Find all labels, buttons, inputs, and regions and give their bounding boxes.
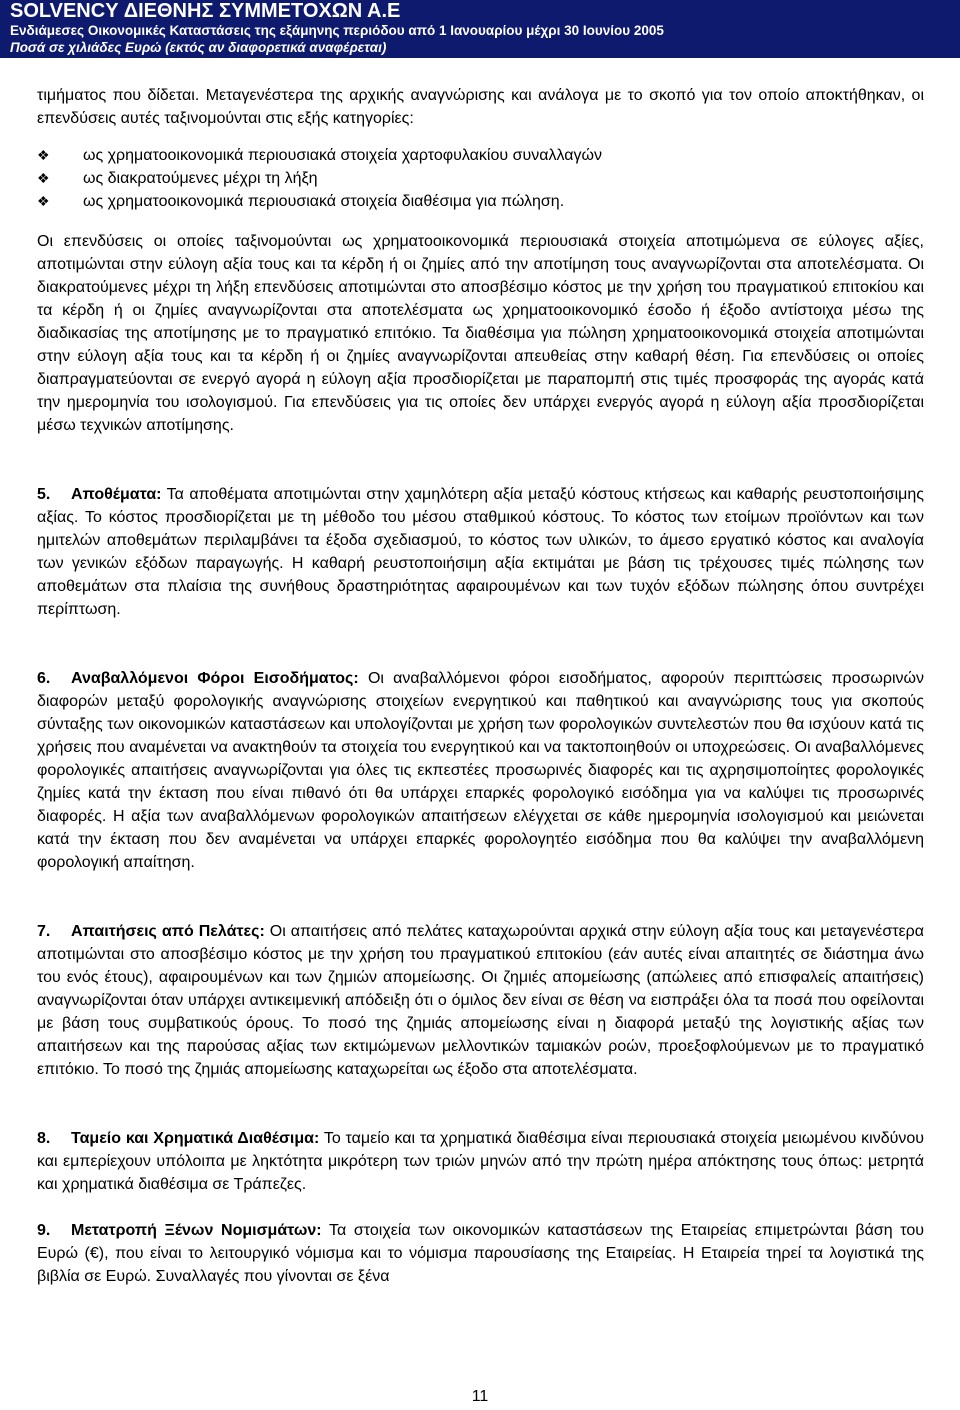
diamond-bullet-icon: ❖ (37, 193, 50, 209)
section-number: 7. (37, 923, 51, 940)
section-number: 9. (37, 1222, 51, 1239)
diamond-bullet-icon: ❖ (37, 147, 50, 163)
section-text: Τα αποθέματα αποτιμώνται στην χαμηλότερη αξία μεταξύ κόστους κτήσεως και καθαρής ρευστοποιήσιμης αξίας. Το κόστος προσδιορίζεται με τη μέθοδο του μέσου σταθμικού κόστους. Το κόστος των ετοίμων προϊόντων και των ημιτελών αποθεμάτων περιλαμβάνει τα έξοδα σχεδιασμού, το κόστος των υλικών, το άμεσο εργατικό κόστος και αναλογία των γενικών εξόδων παραγωγής. Η καθαρή ρευστοποιήσιμη αξία εκτιμάται με βάση τις τρέχουσες τιμές πώλησης των αποθεμάτων στα πλαίσια της συνήθους δραστηριότητας αφαιρουμένων και των τυχόν εξόδων πώλησης όπου συντρέχει περίπτωση. (37, 486, 924, 618)
document-body (37, 84, 924, 1288)
section-cash (37, 1127, 924, 1196)
section-number: 5. (37, 486, 51, 503)
section-title: Απαιτήσεις από Πελάτες: (71, 923, 265, 940)
section-title: Αναβαλλόμενοι Φόροι Εισοδήματος: (71, 670, 359, 687)
section-text: Το ταμείο και τα χρηματικά διαθέσιμα είναι περιουσιακά στοιχεία μειωμένου κινδύνου και εμπερίεχουν υπόλοιπα με ληκτότητα μικρότερη των τριών μηνών από την πρώτη ημέρα απόκτησης τους όπως: μετρητά και χρηματικά διαθέσιμα σε Τράπεζες. (37, 1130, 925, 1193)
section-title: Μετατροπή Ξένων Νομισμάτων: (71, 1222, 322, 1239)
section-foreign-currency (37, 1219, 924, 1288)
list-item (37, 190, 924, 213)
section-title: Ταμείο και Χρηματικά Διαθέσιμα: (71, 1130, 320, 1147)
category-list (37, 144, 924, 213)
section-text: Τα στοιχεία των οικονομικών καταστάσεων της Εταιρείας επιμετρώνται βάση του Ευρώ (€), που είναι το λειτουργικό νόμισμα και το νόμισμα παρουσίασης της Εταιρείας. Η Εταιρεία τηρεί τα λογιστικά της βιβλία σε Ευρώ. Συναλλαγές που γίνονται σε ξένα (37, 1222, 925, 1285)
list-item-text: ως χρηματοοικονομικά περιουσιακά στοιχεία διαθέσιμα για πώληση. (83, 193, 565, 210)
company-name: SOLVENCY ΔΙΕΘΝΗΣ ΣΥΜΜΕΤΟΧΩΝ Α.Ε (10, 0, 401, 22)
report-title: Ενδιάμεσες Οικονομικές Καταστάσεις της εξάμηνης περιόδου από 1 Ιανουαρίου μέχρι 30 Ιουνίου 2005 (10, 23, 664, 38)
section-deferred-taxes (37, 667, 924, 874)
section-title: Αποθέματα: (71, 486, 162, 503)
document-header (0, 0, 960, 58)
section-text: Οι αναβαλλόμενοι φόροι εισοδήματος, αφορούν περιπτώσεις προσωρινών διαφορών μεταξύ φορολογικής αναγνώρισης στοιχείων ενεργητικού και παθητικού και αναγνώρισης τους για σκοπούς σύνταξης των οικονομικών καταστάσεων και υπολογίζονται με χρήση των φορολογικών συντελεστών που θα ισχύουν κατά τις χρήσεις που αναμένεται να ανακτηθούν τα στοιχεία του ενεργητικού και να τακτοποιηθούν οι υποχρεώσεις. Οι αναβαλλόμενες φορολογικές απαιτήσεις αναγνωρίζονται για όλες τις εκπεστέες προσωρινές διαφορές και τις αχρησιμοποίητες φορολογικές ζημίες κατά την έκταση που είναι πιθανό ότι θα υπάρχει επαρκές φορολογικό εισόδημα για να καλύψει τις προσωρινές διαφορές. Η αξία των αναβαλλόμενων φορολογικών απαιτήσεων ελέγχεται σε κάθε ημερομηνία ισολογισμού και μειώνεται κατά την έκταση που δεν αναμένεται να υπάρχει επαρκές φορολογητέο εισόδημα που θα καλύψει την αναβαλλόμενη φορολογική απαίτηση. (37, 670, 925, 871)
list-item-text: ως χρηματοοικονομικά περιουσιακά στοιχεία χαρτοφυλακίου συναλλαγών (83, 147, 602, 164)
section-number: 6. (37, 670, 51, 687)
page-number: 11 (471, 1388, 489, 1405)
list-item-text: ως διακρατούμενες μέχρι τη λήξη (83, 170, 318, 187)
diamond-bullet-icon: ❖ (37, 170, 50, 186)
section-number: 8. (37, 1130, 51, 1147)
section-text: Οι απαιτήσεις από πελάτες καταχωρούνται αρχικά στην εύλογη αξία τους και μεταγενέστερα αποτιμώνται στο αποσβέσιμο κόστος με την χρήση του πραγματικού επιτοκίου (εάν αυτές είναι απαιτητές σε διάστημα άνω του ενός έτους), αφαιρουμένων και των ζημιών απομείωσης. Οι ζημιές απομείωσης (απώλειες από επισφαλείς απαιτήσεις) αναγνωρίζονται όταν υπάρχει αντικειμενική απόδειξη ότι ο όμιλος δεν είναι σε θέση να εισπράξει όλα τα ποσά που οφείλονται με βάση τους συμβατικούς όρους. Το ποσό της ζημιάς απομείωσης είναι η διαφορά μεταξύ της λογιστικής αξίας των απαιτήσεων και της παρούσας αξίας των εκτιμώμενων μελλοντικών ταμιακών ροών, προεξοφλούμενων με το πραγματικό επιτόκιο. Το ποσό της ζημιάς απομείωσης καταχωρείται ως έξοδο στα αποτελέσματα. (37, 923, 924, 1078)
section-receivables (37, 920, 924, 1081)
investments-paragraph: Οι επενδύσεις οι οποίες ταξινομούνται ως χρηματοοικονομικά περιουσιακά στοιχεία αποτιμώμενα σε εύλογες αξίες, αποτιμώνται στην εύλογη αξία τους και τα κέρδη ή οι ζημίες από την αποτίμηση τους αναγνωρίζονται στα αποτελέσματα. Οι διακρατούμενες μέχρι τη λήξη επενδύσεις αποτιμώνται στο αποσβέσιμο κόστος με την χρήση του πραγματικού επιτοκίου και τα κέρδη ή οι ζημίες αναγνωρίζονται στα αποτελέσματα ως χρηματοοικονομικό έσοδο ή έξοδο αντίστοιχα μέσω της διαδικασίας της αποτίμησης με το πραγματικό επιτόκιο. Τα διαθέσιμα για πώληση χρηματοοικονομικά στοιχεία αποτιμώνται στην εύλογη αξία τους και τα κέρδη ή οι ζημίες αναγνωρίζονται απευθείας στην καθαρή θέση. Για επενδύσεις οι οποίες διαπραγματεύονται σε ενεργό αγορά η εύλογη αξία προσδιορίζεται με παραπομπή στις τιμές προσφοράς της αγοράς κατά την ημερομηνία του ισολογισμού. Για επενδύσεις για τις οποίες δεν υπάρχει ενεργός αγορά η εύλογη αξία προσδιορίζεται μέσω τεχνικών αποτίμησης. (37, 233, 924, 434)
list-item (37, 167, 924, 190)
currency-note: Ποσά σε χιλιάδες Ευρώ (εκτός αν διαφορετικά αναφέρεται) (10, 40, 387, 55)
list-item (37, 144, 924, 167)
intro-paragraph: τιμήματος που δίδεται. Μεταγενέστερα της αρχικής αναγνώρισης και ανάλογα με το σκοπό για τον οποίο αποκτήθηκαν, οι επενδύσεις αυτές ταξινομούνται στις εξής κατηγορίες: (37, 87, 924, 127)
section-inventories (37, 483, 924, 621)
